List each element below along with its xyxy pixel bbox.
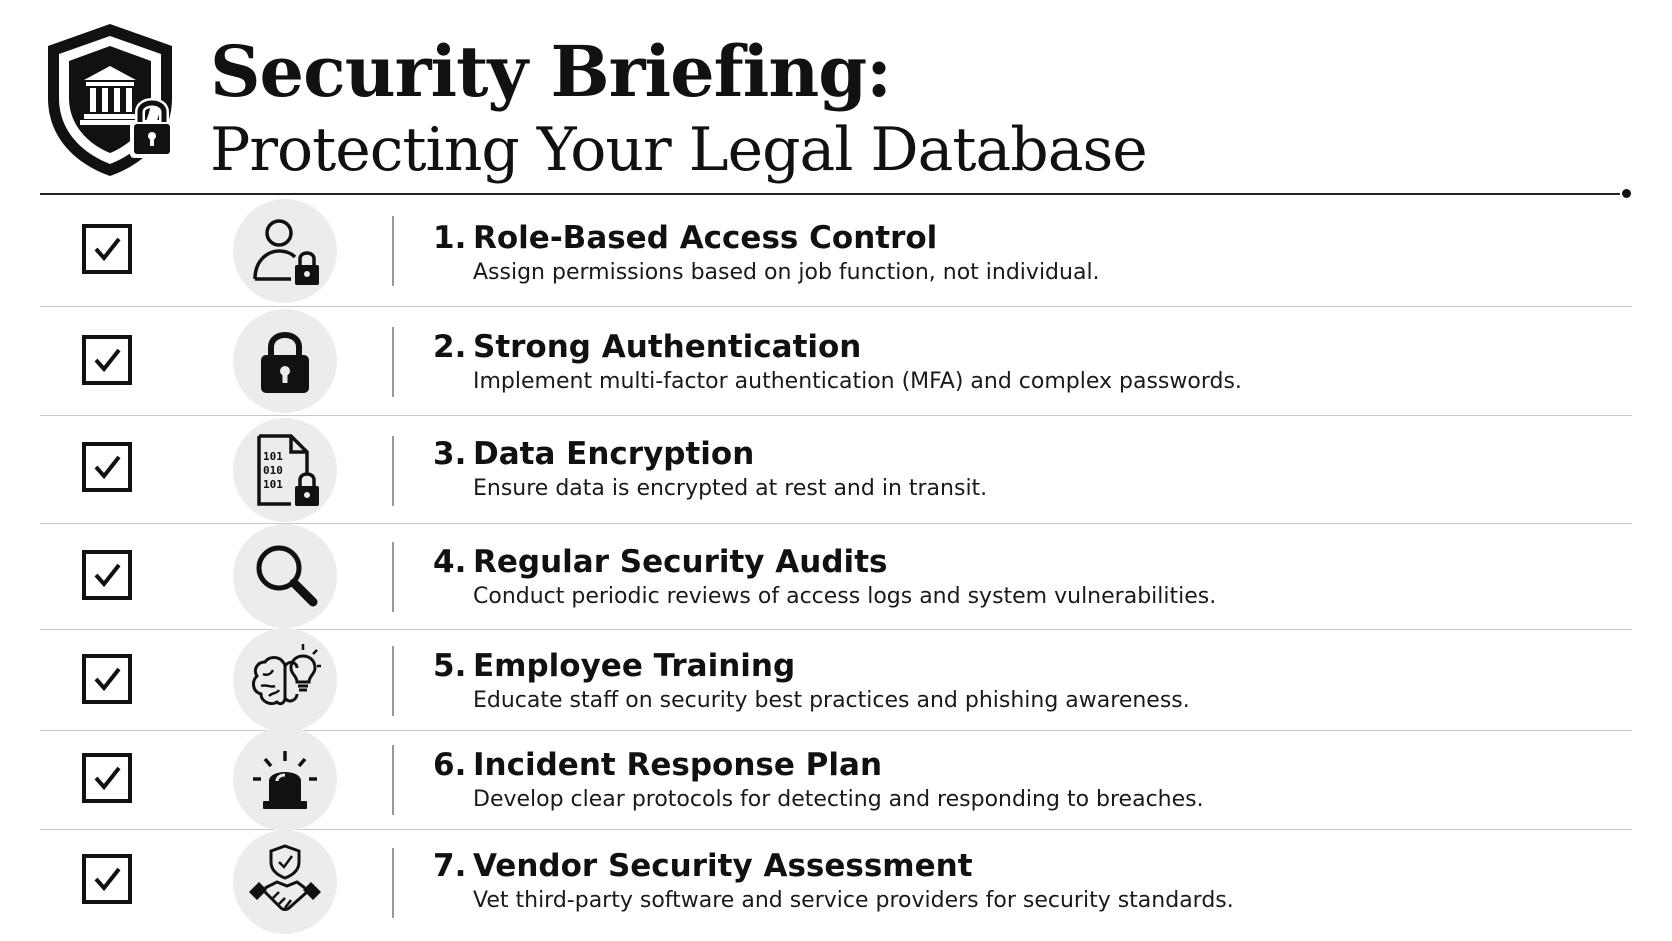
- item-title-text: Data Encryption: [473, 436, 755, 472]
- alarm-siren-icon: [245, 739, 325, 819]
- separator: [392, 848, 394, 918]
- padlock-icon: [245, 321, 325, 401]
- icon-badge: [233, 727, 337, 831]
- brain-lightbulb-icon: [245, 640, 325, 720]
- item-number: 6.: [433, 747, 467, 783]
- user-lock-icon: [245, 211, 325, 291]
- item-number: 5.: [433, 648, 467, 684]
- checkmark-icon: [90, 862, 124, 896]
- item-title: [433, 542, 1216, 582]
- icon-badge: [233, 199, 337, 303]
- item-title: [433, 327, 1242, 367]
- item-text: [433, 745, 1204, 815]
- item-title: [433, 218, 1100, 258]
- item-description: Assign permissions based on job function, not individual.: [473, 260, 1100, 285]
- shield-courthouse-lock-icon: [40, 20, 180, 180]
- item-description: Implement multi-factor authentication (MFA) and complex passwords.: [473, 369, 1242, 394]
- item-text: [433, 646, 1190, 716]
- icon-badge: [233, 628, 337, 732]
- icon-badge: [233, 309, 337, 413]
- separator: [392, 216, 394, 286]
- checkbox[interactable]: [82, 854, 132, 904]
- title-divider: [40, 193, 1620, 195]
- checkbox[interactable]: [82, 442, 132, 492]
- item-title-text: Employee Training: [473, 648, 796, 684]
- item-title: [433, 646, 1190, 686]
- separator: [392, 327, 394, 397]
- checkbox[interactable]: [82, 654, 132, 704]
- item-title-text: Incident Response Plan: [473, 747, 883, 783]
- item-title-text: Role-Based Access Control: [473, 220, 938, 256]
- binary-line: 101: [263, 478, 283, 491]
- item-title-text: Strong Authentication: [473, 329, 862, 365]
- list-item: [40, 731, 1632, 830]
- icon-badge: [233, 524, 337, 628]
- item-title: [433, 745, 1204, 785]
- checkbox[interactable]: [82, 753, 132, 803]
- list-item: [40, 630, 1632, 731]
- checkbox[interactable]: [82, 335, 132, 385]
- checkmark-icon: [90, 450, 124, 484]
- item-text: [433, 218, 1100, 288]
- checklist: [40, 196, 1632, 936]
- header: [40, 20, 1640, 190]
- checkmark-icon: [90, 761, 124, 795]
- item-description: Conduct periodic reviews of access logs and system vulnerabilities.: [473, 584, 1217, 609]
- checkbox[interactable]: [82, 550, 132, 600]
- page-title: Security Briefing:: [210, 30, 892, 113]
- icon-badge: [233, 830, 337, 934]
- separator: [392, 436, 394, 506]
- item-description: Develop clear protocols for detecting and responding to breaches.: [473, 787, 1204, 812]
- separator: [392, 745, 394, 815]
- handshake-shield-icon: [245, 842, 325, 922]
- checkbox[interactable]: [82, 224, 132, 274]
- separator: [392, 646, 394, 716]
- binary-line: 010: [263, 464, 283, 477]
- list-item: [40, 307, 1632, 416]
- item-title-text: Vendor Security Assessment: [473, 848, 973, 884]
- item-number: 2.: [433, 329, 467, 365]
- item-text: [433, 846, 1234, 916]
- item-text: [433, 327, 1242, 397]
- encrypted-file-icon: [245, 430, 325, 510]
- item-number: 1.: [433, 220, 467, 256]
- checkmark-icon: [90, 558, 124, 592]
- list-item: [40, 416, 1632, 524]
- item-title-text: Regular Security Audits: [473, 544, 888, 580]
- icon-badge: [233, 418, 337, 522]
- separator: [392, 542, 394, 612]
- item-text: [433, 434, 987, 504]
- item-number: 4.: [433, 544, 467, 580]
- item-description: Vet third-party software and service providers for security standards.: [473, 888, 1234, 913]
- checkmark-icon: [90, 232, 124, 266]
- item-title: [433, 846, 1234, 886]
- list-item: [40, 196, 1632, 307]
- title-block: [210, 32, 1147, 188]
- item-description: Educate staff on security best practices and phishing awareness.: [473, 688, 1190, 713]
- checkmark-icon: [90, 343, 124, 377]
- item-number: 3.: [433, 436, 467, 472]
- binary-line: 101: [263, 450, 283, 463]
- item-text: [433, 542, 1216, 612]
- list-item: [40, 524, 1632, 630]
- item-title: [433, 434, 987, 474]
- magnifier-icon: [245, 536, 325, 616]
- checkmark-icon: [90, 662, 124, 696]
- list-item: [40, 830, 1632, 936]
- page-subtitle: Protecting Your Legal Database: [210, 115, 1147, 185]
- item-description: Ensure data is encrypted at rest and in transit.: [473, 476, 988, 501]
- item-number: 7.: [433, 848, 467, 884]
